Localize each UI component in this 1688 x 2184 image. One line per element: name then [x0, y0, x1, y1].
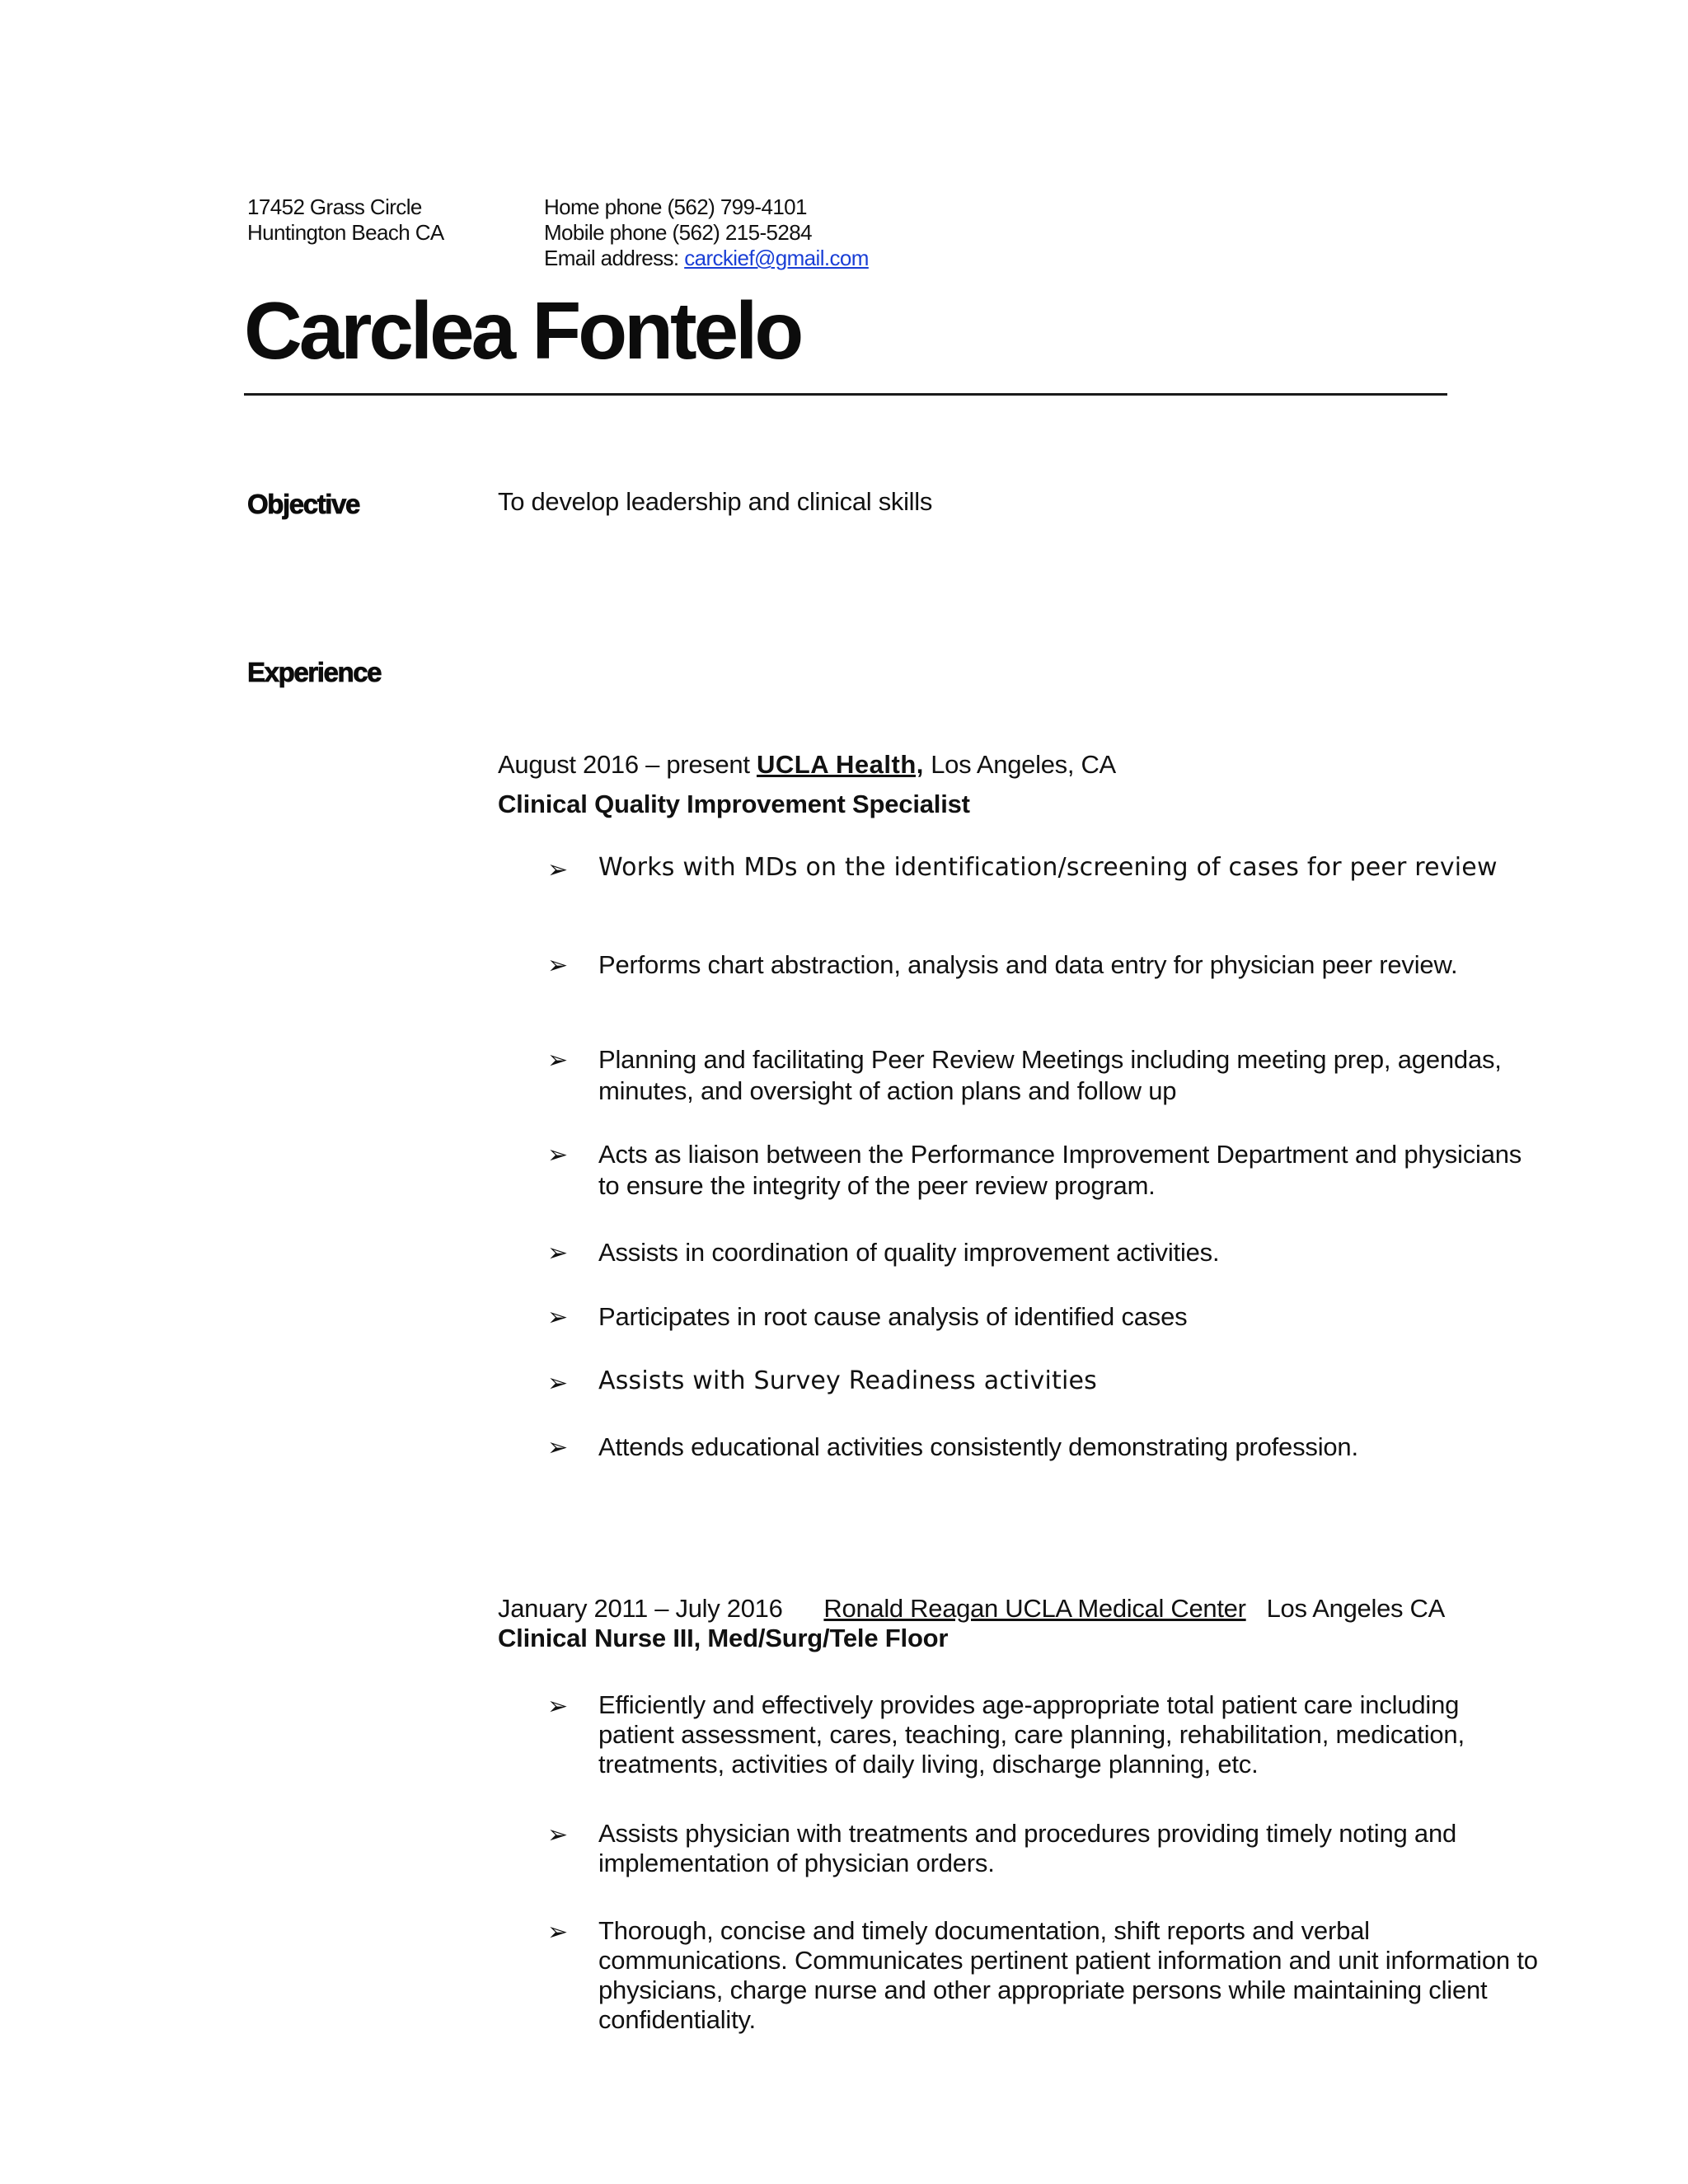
list-item: Acts as liaison between the Performance Improvement Department and physicians to ensure the integrity of the peer review program.: [598, 1140, 1522, 1200]
mobile-phone: Mobile phone (562) 215-5284: [544, 220, 812, 245]
job-dates: January 2011 – July 2016: [498, 1594, 783, 1623]
arrowhead-bullet-icon: ➢: [547, 1919, 569, 1946]
arrowhead-bullet-icon: ➢: [547, 1047, 569, 1074]
list-item: Assists in coordination of quality improvement activities.: [598, 1238, 1220, 1267]
arrowhead-bullet-icon: ➢: [547, 952, 569, 979]
address-line1: 17452 Grass Circle: [247, 194, 422, 219]
job-organization: Ronald Reagan UCLA Medical Center: [823, 1594, 1246, 1623]
arrowhead-bullet-icon: ➢: [547, 1693, 569, 1720]
arrowhead-bullet-icon: ➢: [547, 856, 569, 883]
section-label-objective: Objective: [247, 489, 359, 519]
email-link[interactable]: carckief@gmail.com: [684, 246, 869, 270]
job-dates: August 2016 – present: [498, 750, 750, 779]
list-item: Participates in root cause analysis of identified cases: [598, 1302, 1188, 1331]
email-line: [544, 246, 869, 271]
job-location: Los Angeles CA: [1266, 1594, 1445, 1623]
arrowhead-bullet-icon: ➢: [547, 1240, 569, 1267]
job-header: [498, 1594, 1445, 1624]
arrowhead-bullet-icon: ➢: [547, 1141, 569, 1169]
job-location: Los Angeles, CA: [931, 750, 1116, 779]
arrowhead-bullet-icon: ➢: [547, 1370, 569, 1397]
section-label-experience: Experience: [247, 657, 382, 687]
job-organization: UCLA Health,: [756, 750, 924, 779]
home-phone: Home phone (562) 799-4101: [544, 194, 807, 219]
list-item: Works with MDs on the identification/screening of cases for peer review: [598, 853, 1498, 882]
contact-block: [544, 194, 869, 271]
arrowhead-bullet-icon: ➢: [547, 1434, 569, 1461]
arrowhead-bullet-icon: ➢: [547, 1821, 569, 1849]
page-title: Carclea Fontelo: [244, 285, 801, 376]
header-divider: [244, 393, 1447, 396]
email-label: Email address:: [544, 246, 679, 270]
address-line2: Huntington Beach CA: [247, 220, 444, 245]
list-item: Planning and facilitating Peer Review Meetings including meeting prep, agendas, minutes, and oversight of action plans and follow up: [598, 1045, 1502, 1105]
list-item: Assists with Survey Readiness activities: [598, 1366, 1097, 1395]
job-header: [498, 750, 1116, 780]
job-title: Clinical Nurse III, Med/Surg/Tele Floor: [498, 1624, 949, 1652]
list-item: Performs chart abstraction, analysis and data entry for physician peer review.: [598, 950, 1458, 979]
list-item: Attends educational activities consistently demonstrating profession.: [598, 1432, 1358, 1461]
list-item: Thorough, concise and timely documentation, shift reports and verbal communications. Communicates pertinent patient information and unit information to physicians, charge nurse and other appropriate persons while maintaining client confidentiality.: [598, 1916, 1538, 2034]
arrowhead-bullet-icon: ➢: [547, 1304, 569, 1331]
list-item: Assists physician with treatments and procedures providing timely noting and implementation of physician orders.: [598, 1819, 1457, 1877]
objective-text: To develop leadership and clinical skills: [498, 487, 933, 516]
list-item: Efficiently and effectively provides age-appropriate total patient care including patient assessment, cares, teaching, care planning, rehabilitation, medication, treatments, activities of daily living, discharge planning, etc.: [598, 1690, 1465, 1779]
address-block: [247, 194, 444, 246]
job-title: Clinical Quality Improvement Specialist: [498, 790, 970, 818]
